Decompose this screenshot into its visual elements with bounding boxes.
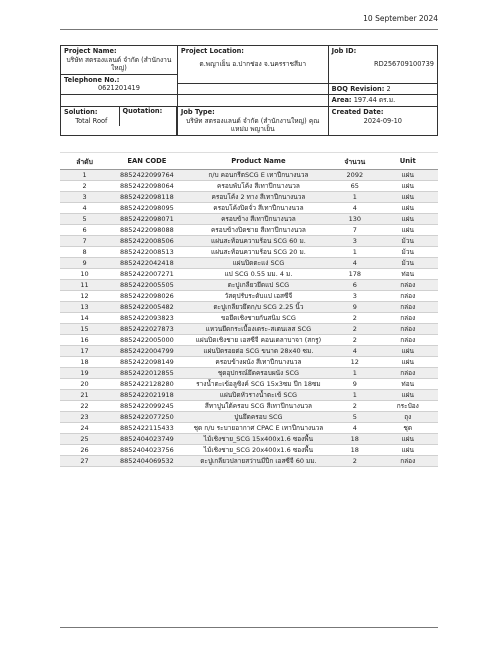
project-location-cell [177, 46, 328, 84]
solution-cell [61, 106, 177, 135]
row-quantity: 3 [332, 291, 377, 302]
table-row [60, 236, 438, 247]
row-product-name: แป SCG 0.55 มม. 4 ม. [185, 269, 332, 280]
row-quantity: 130 [332, 214, 377, 225]
row-product-name: ก/บ คอนกรีตSCG E เทาปีกนางนวล [185, 170, 332, 181]
row-unit: แผ่น [378, 225, 439, 236]
table-row [60, 181, 438, 192]
row-no: 18 [60, 357, 109, 368]
project-name-cell [61, 46, 178, 75]
table-row [60, 434, 438, 445]
row-no: 13 [60, 302, 109, 313]
row-unit: ม้วน [378, 258, 439, 269]
row-unit: ชุด [378, 423, 439, 434]
row-unit: กล่อง [378, 280, 439, 291]
row-ean: 8852422098071 [109, 214, 185, 225]
row-quantity: 2 [332, 324, 377, 335]
row-ean: 8852422128280 [109, 379, 185, 390]
row-product-name: แผ่นสะท้อนความร้อน SCG 20 ม. [185, 247, 332, 258]
row-product-name: ตะปูเกลียวปลายสว่านมีปีก เอสซีจี 60 มม. [185, 456, 332, 467]
job-type-cell [177, 106, 328, 135]
row-product-name: ตะปูเกลียวยึดก/บ SCG 2.25 นิ้ว [185, 302, 332, 313]
row-ean: 8852422098095 [109, 203, 185, 214]
row-unit: กล่อง [378, 313, 439, 324]
table-row [60, 401, 438, 412]
project-name-value: บริษัท สตรองแลนด์ จำกัด (สำนักงานใหญ่) [66, 55, 172, 73]
quotation-label: Quotation: [122, 106, 163, 115]
row-no: 21 [60, 390, 109, 401]
row-product-name: ไม้เชิงชาย_SCG 15x400x1.6 ซองพื้น [185, 434, 332, 445]
boq-revision-value: 2 [386, 84, 391, 93]
row-quantity: 18 [332, 434, 377, 445]
header-quantity: จำนวน [332, 153, 377, 170]
row-ean: 8852422093823 [109, 313, 185, 324]
row-ean: 8852404023756 [109, 445, 185, 456]
row-product-name: แหวนยึดกระเบื้องเดระ-สเตนเลส SCG [185, 324, 332, 335]
row-quantity: 65 [332, 181, 377, 192]
row-quantity: 4 [332, 346, 377, 357]
table-row [60, 313, 438, 324]
row-product-name: แผ่นปิดหัวรางน้ำตะเข้ SCG [185, 390, 332, 401]
row-ean: 8852422042418 [109, 258, 185, 269]
row-ean: 8852404023749 [109, 434, 185, 445]
row-product-name: ไม้เชิงชาย_SCG 20x400x1.6 ซองพื้น [185, 445, 332, 456]
row-unit: กล่อง [378, 456, 439, 467]
row-quantity: 3 [332, 236, 377, 247]
row-ean: 8852422098118 [109, 192, 185, 203]
table-row [60, 346, 438, 357]
row-product-name: แผ่นปิดรอยต่อ SCG ขนาด 28x40 ซม. [185, 346, 332, 357]
table-row [60, 390, 438, 401]
solution-label: Solution: [64, 107, 98, 116]
row-unit: กล่อง [378, 335, 439, 346]
job-id-label: Job ID: [331, 47, 357, 55]
row-no: 11 [60, 280, 109, 291]
row-unit: แผ่น [378, 192, 439, 203]
row-ean: 8852422012855 [109, 368, 185, 379]
row-product-name: แผ่นปิดตะแง่ SCG [185, 258, 332, 269]
row-unit: กล่อง [378, 291, 439, 302]
table-row [60, 456, 438, 467]
row-ean: 8852422098026 [109, 291, 185, 302]
row-unit: กล่อง [378, 324, 439, 335]
row-no: 23 [60, 412, 109, 423]
row-no: 14 [60, 313, 109, 324]
row-quantity: 9 [332, 379, 377, 390]
table-row [60, 170, 438, 181]
created-date-label: Created Date: [331, 107, 384, 116]
row-quantity: 4 [332, 203, 377, 214]
row-ean: 8852422027873 [109, 324, 185, 335]
boq-items-table [60, 152, 438, 467]
row-unit: แผ่น [378, 214, 439, 225]
row-unit: แผ่น [378, 181, 439, 192]
row-no: 17 [60, 346, 109, 357]
row-unit: แผ่น [378, 390, 439, 401]
row-no: 19 [60, 368, 109, 379]
row-ean: 8852404069532 [109, 456, 185, 467]
row-unit: ม้วน [378, 236, 439, 247]
row-ean: 8852422021918 [109, 390, 185, 401]
row-unit: ม้วน [378, 247, 439, 258]
row-quantity: 1 [332, 192, 377, 203]
row-unit: แผ่น [378, 346, 439, 357]
row-ean: 8852422099764 [109, 170, 185, 181]
row-unit: กล่อง [378, 302, 439, 313]
row-unit: แผ่น [378, 357, 439, 368]
row-quantity: 2 [332, 401, 377, 412]
row-quantity: 4 [332, 423, 377, 434]
row-ean: 8852422077250 [109, 412, 185, 423]
table-row [60, 379, 438, 390]
row-no: 5 [60, 214, 109, 225]
area-label: Area: [331, 96, 352, 105]
row-quantity: 5 [332, 412, 377, 423]
table-row [60, 357, 438, 368]
table-body [60, 170, 438, 467]
row-product-name: ครอบข้างปิดชาย สีเทาปีกนางนวล [185, 225, 332, 236]
row-quantity: 12 [332, 357, 377, 368]
created-date-cell [328, 106, 437, 135]
project-location-label: Project Location: [180, 47, 244, 55]
row-unit: ถุง [378, 412, 439, 423]
row-quantity: 1 [332, 390, 377, 401]
header-ean: EAN CODE [109, 153, 185, 170]
row-no: 10 [60, 269, 109, 280]
row-no: 1 [60, 170, 109, 181]
row-product-name: ครอบข้าง สีเทาปีกนางนวล [185, 214, 332, 225]
row-product-name: วัสดุปรับระดับแป เอสซีจี [185, 291, 332, 302]
table-header-row [60, 153, 438, 170]
row-ean: 8852422005482 [109, 302, 185, 313]
row-product-name: ครอบพับโค้ง สีเทาปีกนางนวล [185, 181, 332, 192]
job-id-value: RD256709100739 [373, 59, 434, 68]
row-quantity: 178 [332, 269, 377, 280]
solution-value: Total Roof [75, 116, 108, 125]
row-no: 15 [60, 324, 109, 335]
footer-divider [60, 627, 438, 628]
row-unit: กล่อง [378, 368, 439, 379]
row-quantity: 2 [332, 313, 377, 324]
row-ean: 8852422098088 [109, 225, 185, 236]
row-quantity: 2 [332, 335, 377, 346]
row-ean: 8852422004799 [109, 346, 185, 357]
telephone-cell [61, 74, 178, 95]
row-ean: 8852422008513 [109, 247, 185, 258]
job-type-value: บริษัท สตรองแลนด์ จำกัด (สำนักงานใหญ่) คุณแหม่ม พญาเย็น [186, 116, 320, 134]
row-ean: 8852422098064 [109, 181, 185, 192]
row-ean: 8852422005505 [109, 280, 185, 291]
row-no: 3 [60, 192, 109, 203]
row-no: 4 [60, 203, 109, 214]
project-name-label: Project Name: [64, 47, 117, 55]
table-row [60, 258, 438, 269]
table-row [60, 335, 438, 346]
row-product-name: สีทาปูนใต้ครอบ SCG สีเทาปีกนางนวล [185, 401, 332, 412]
table-row [60, 203, 438, 214]
created-date-value: 2024-09-10 [363, 116, 402, 125]
row-no: 8 [60, 247, 109, 258]
row-product-name: ขอยึดเชิงชายกันสนิม SCG [185, 313, 332, 324]
row-quantity: 9 [332, 302, 377, 313]
area-value: 197.44 ตร.ม. [353, 96, 396, 105]
row-quantity: 2 [332, 456, 377, 467]
row-ean: 8852422098149 [109, 357, 185, 368]
table-row [60, 269, 438, 280]
row-ean: 8852422099245 [109, 401, 185, 412]
boq-revision-label: BOQ Revision: [331, 84, 385, 93]
row-quantity: 6 [332, 280, 377, 291]
row-quantity: 7 [332, 225, 377, 236]
table-row [60, 445, 438, 456]
table-row [60, 214, 438, 225]
row-product-name: ปูนยึดครอบ SCG [185, 412, 332, 423]
row-product-name: ครอบโค้ง 2 ทาง สีเทาปีกนางนวล [185, 192, 332, 203]
project-info-table [60, 45, 438, 136]
row-ean: 8852422008506 [109, 236, 185, 247]
row-no: 25 [60, 434, 109, 445]
row-quantity: 2092 [332, 170, 377, 181]
job-id-cell [328, 46, 437, 84]
area-cell [328, 95, 437, 107]
row-product-name: ตะปูเกลียวยึดแป SCG [185, 280, 332, 291]
table-row [60, 225, 438, 236]
report-date: 10 September 2024 [363, 14, 438, 23]
row-unit: แผ่น [378, 445, 439, 456]
row-unit: ท่อน [378, 379, 439, 390]
table-row [60, 280, 438, 291]
table-row [60, 324, 438, 335]
project-location-value: ต.พญาเย็น อ.ปากช่อง จ.นครราชสีมา [199, 59, 307, 68]
row-product-name: แผ่นสะท้อนความร้อน SCG 60 ม. [185, 236, 332, 247]
row-no: 9 [60, 258, 109, 269]
row-no: 12 [60, 291, 109, 302]
row-product-name: แผ่นปิดเชิงชาย เอสซีจี คอนเดลาบาจา (สกรู) [185, 335, 332, 346]
row-quantity: 4 [332, 258, 377, 269]
row-ean: 8852422005000 [109, 335, 185, 346]
row-product-name: ครอบข้างผนัง สีเทาปีกนางนวล [185, 357, 332, 368]
row-no: 7 [60, 236, 109, 247]
row-no: 2 [60, 181, 109, 192]
row-no: 22 [60, 401, 109, 412]
row-no: 6 [60, 225, 109, 236]
row-no: 27 [60, 456, 109, 467]
row-ean: 8852422007271 [109, 269, 185, 280]
header-no: ลำดับ [60, 153, 109, 170]
boq-revision-cell [328, 83, 437, 95]
header-divider [60, 29, 438, 30]
row-unit: แผ่น [378, 434, 439, 445]
row-no: 26 [60, 445, 109, 456]
row-ean: 8852422115433 [109, 423, 185, 434]
row-unit: แผ่น [378, 170, 439, 181]
row-product-name: ครอบโค้งปิดจั่ว สีเทาปีกนางนวล [185, 203, 332, 214]
row-unit: แผ่น [378, 203, 439, 214]
table-row [60, 302, 438, 313]
row-product-name: ชุดอุปกรณ์ยึดครอบผนัง SCG [185, 368, 332, 379]
table-row [60, 291, 438, 302]
job-type-label: Job Type: [180, 107, 215, 116]
table-row [60, 368, 438, 379]
row-quantity: 1 [332, 368, 377, 379]
row-unit: กระป๋อง [378, 401, 439, 412]
row-quantity: 18 [332, 445, 377, 456]
table-row [60, 247, 438, 258]
row-no: 24 [60, 423, 109, 434]
telephone-value: 0621201419 [97, 84, 140, 93]
header-unit: Unit [378, 153, 439, 170]
telephone-label: Telephone No.: [64, 75, 120, 84]
table-row [60, 423, 438, 434]
table-row [60, 192, 438, 203]
row-product-name: รางน้ำตะเข้อลูซิงค์ SCG 15x3ซม ปีก 18ซม [185, 379, 332, 390]
row-quantity: 1 [332, 247, 377, 258]
row-product-name: ชุด ก/บ ระบายอากาศ CPAC E เทาปีกนางนวล [185, 423, 332, 434]
row-no: 20 [60, 379, 109, 390]
table-row [60, 412, 438, 423]
row-unit: ท่อน [378, 269, 439, 280]
row-no: 16 [60, 335, 109, 346]
header-product-name: Product Name [185, 153, 332, 170]
